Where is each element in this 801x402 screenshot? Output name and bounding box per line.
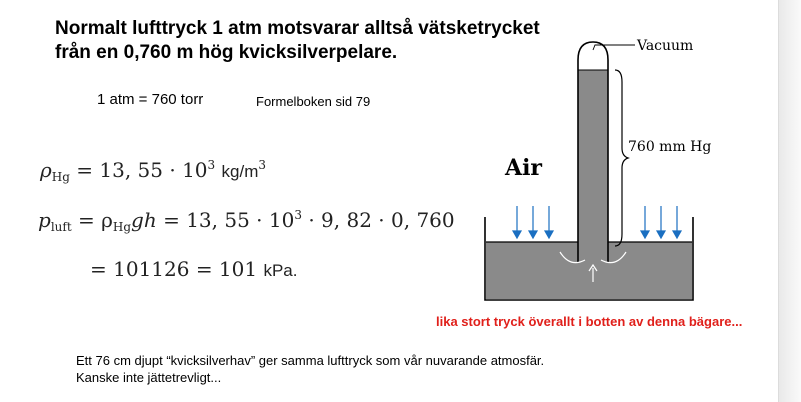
air-pressure-arrows-left [513,206,553,238]
rho-symbol: ρ [40,158,52,182]
footer-text [76,352,544,386]
atm-torr-conversion: 1 atm = 760 torr [97,91,204,108]
density-unit: kg/m [221,162,259,181]
window-edge [778,0,801,402]
pressure-equation [38,208,455,234]
p-symbol: p [38,208,51,232]
slide-title: Normalt lufttryck 1 atm motsvarar alltså vätsketrycket från en 0,760 m hög kvicksilverpelare. [55,18,540,63]
density-exponent: 3 [207,158,216,172]
height-label: 760 mm Hg [628,139,712,155]
rho-term-subscript: Hg [112,220,132,234]
pressure-value: = 13, 55 · 10 [163,208,295,232]
rho-term: = ρ [78,208,113,232]
density-equation [40,158,266,184]
density-value: = 13, 55 · 10 [76,158,208,182]
mercury-column [578,70,608,262]
p-subscript: luft [50,220,72,234]
air-label: Air [505,155,543,181]
formula-book-reference: Formelboken sid 79 [256,94,371,109]
result-unit: kPa. [263,261,298,280]
density-unit-exponent: 3 [258,158,267,172]
rho-subscript: Hg [51,170,70,184]
footer-line-2: Kanske inte jättetrevligt... [76,370,222,385]
footer-line-1: Ett 76 cm djupt “kvicksilverhav” ger samma lufttryck som vår nuvarande atmosfär. [76,353,545,368]
gh-term: gh [131,208,157,232]
air-pressure-arrows-right [641,206,681,238]
pressure-factors: · 9, 82 · 0, 760 [308,208,455,232]
height-brace [615,70,628,246]
pressure-exponent: 3 [294,208,302,222]
barometer-diagram [475,20,712,305]
vacuum-label: Vacuum [637,38,694,54]
result-value: = 101126 = 101 [90,257,258,281]
pressure-note: lika stort tryck överallt i botten av denna bägare... [436,314,743,329]
result-equation [90,257,298,281]
